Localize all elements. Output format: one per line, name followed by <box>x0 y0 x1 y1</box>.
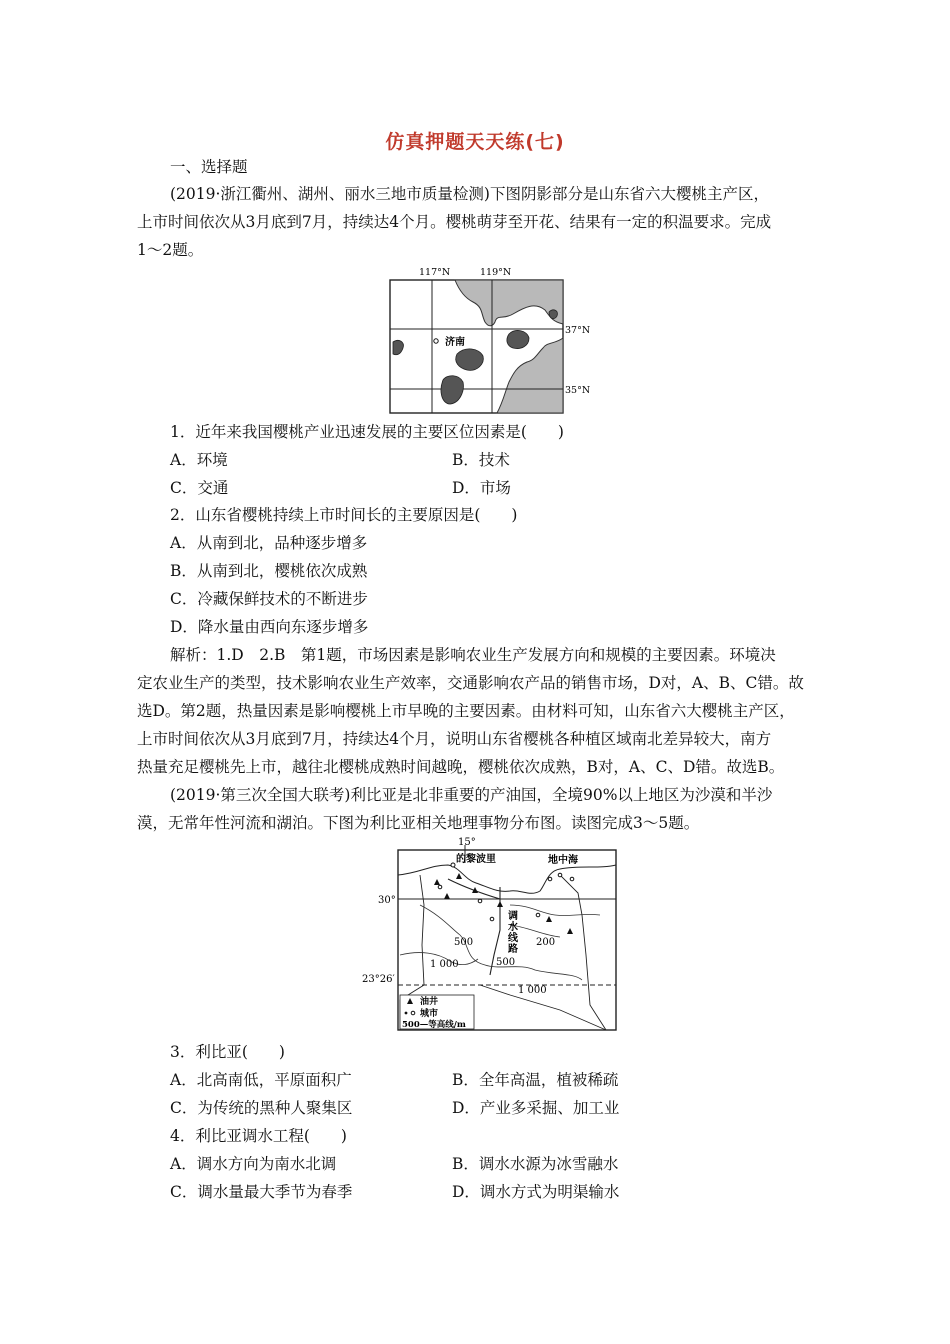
q3-stem: 3．利比亚( ) <box>170 1043 285 1061</box>
city-marker <box>438 885 442 889</box>
analysis-line-5: 热量充足樱桃先上市，越往北樱桃成熟时间越晚，樱桃依次成熟，B对，A、C、D错。故选B。 <box>137 758 785 776</box>
q3-option-a[interactable]: A．北高南低，平原面积广 <box>170 1071 352 1089</box>
legend-city-circle <box>411 1011 415 1015</box>
analysis-line-1: 解析：1.D 2.B 第1题，市场因素是影响农业生产发展方向和规模的主要因素。环境决 <box>170 646 776 664</box>
legend-contour: 500—等高线/m <box>402 1020 466 1030</box>
cherry-area-5 <box>549 310 557 319</box>
analysis-line-3: 选D。第2题，热量因素是影响樱桃上市早晚的主要因素。由材料可知，山东省六大樱桃主产区， <box>137 702 795 720</box>
city-marker <box>490 917 494 921</box>
intro2-line-1: (2019·第三次全国大联考)利比亚是北非重要的产油国，全境90%以上地区为沙漠和半沙 <box>170 786 773 804</box>
route-label-4: 路 <box>508 944 518 955</box>
lon-label-15: 15° <box>458 837 476 848</box>
city-marker <box>536 913 540 917</box>
q4-option-c[interactable]: C．调水量最大季节为春季 <box>170 1183 353 1201</box>
q3-option-d[interactable]: D．产业多采掘、加工业 <box>452 1099 620 1117</box>
intro1-line-1: (2019·浙江衢州、湖州、丽水三地市质量检测)下图阴影部分是山东省六大樱桃主产区， <box>170 185 769 203</box>
cherry-area-2 <box>456 349 484 370</box>
q2-option-c[interactable]: C．冷藏保鲜技术的不断进步 <box>170 590 368 608</box>
q4-option-d[interactable]: D．调水方式为明渠输水 <box>452 1183 620 1201</box>
lat-label-30: 30° <box>378 895 396 906</box>
q2-option-b[interactable]: B．从南到北，樱桃依次成熟 <box>170 562 368 580</box>
q4-option-a[interactable]: A．调水方向为南水北调 <box>170 1155 337 1173</box>
lat-label-37: 37°N <box>565 325 591 336</box>
legend-city-dot <box>405 1012 408 1015</box>
intro2-line-2: 漠，无常年性河流和湖泊。下图为利比亚相关地理事物分布图。读图完成3～5题。 <box>137 814 700 832</box>
q3-option-b[interactable]: B．全年高温，植被稀疏 <box>452 1071 619 1089</box>
page-title: 仿真押题天天练(七) <box>385 131 565 153</box>
jinan-city-marker <box>434 339 438 343</box>
sea-label: 地中海 <box>548 855 578 866</box>
q1-option-a[interactable]: A．环境 <box>170 451 228 469</box>
legend-oil: 油井 <box>420 997 439 1007</box>
q1-option-d[interactable]: D．市场 <box>452 479 511 497</box>
section-heading: 一、选择题 <box>170 158 248 176</box>
contour-label-500a: 500 <box>454 937 474 948</box>
q1-option-c[interactable]: C．交通 <box>170 479 229 497</box>
q2-stem: 2．山东省樱桃持续上市时间长的主要原因是( ) <box>170 506 518 524</box>
lon-label-117: 117°N <box>419 267 451 278</box>
q1-option-b[interactable]: B．技术 <box>452 451 510 469</box>
libya-map <box>360 835 630 1035</box>
legend-city: 城市 <box>420 1009 439 1019</box>
contour-label-1000a: 1 000 <box>430 959 459 970</box>
q1-stem: 1．近年来我国樱桃产业迅速发展的主要区位因素是( ) <box>170 423 564 441</box>
q4-option-b[interactable]: B．调水水源为冰雪融水 <box>452 1155 619 1173</box>
route-label-2: 水 <box>508 922 518 933</box>
contour-label-200: 200 <box>536 937 556 948</box>
route-label-3: 线 <box>508 933 518 944</box>
city-marker <box>451 863 455 867</box>
analysis-line-4: 上市时间依次从3月底到7月，持续达4个月，说明山东省樱桃各种植区域南北差异较大，南方 <box>137 730 772 748</box>
city-marker <box>570 877 574 881</box>
city-marker <box>478 899 482 903</box>
contour-label-1000b: 1 000 <box>518 985 547 996</box>
q2-option-a[interactable]: A．从南到北，品种逐步增多 <box>170 534 368 552</box>
lat-label-tropic: 23°26′ <box>362 974 395 985</box>
lat-label-35: 35°N <box>565 385 591 396</box>
city-marker <box>548 877 552 881</box>
analysis-line-2: 定农业生产的类型，技术影响农业生产效率，交通影响农产品的销售市场，D对，A、B、C错。故 <box>137 674 804 692</box>
city-marker <box>558 873 562 877</box>
city-label-jinan: 济南 <box>445 337 465 348</box>
cherry-area-4 <box>507 331 529 349</box>
route-label-1: 调 <box>508 911 518 922</box>
intro1-line-2: 上市时间依次从3月底到7月，持续达4个月。樱桃萌芽至开花、结果有一定的积温要求。完成 <box>137 213 772 231</box>
q4-stem: 4．利比亚调水工程( ) <box>170 1127 347 1145</box>
lon-label-119: 119°N <box>480 267 512 278</box>
city-label-tripoli: 的黎波里 <box>456 854 496 865</box>
shandong-map <box>385 262 600 417</box>
intro1-line-3: 1～2题。 <box>137 241 204 259</box>
contour-label-500b: 500 <box>496 957 516 968</box>
q2-option-d[interactable]: D．降水量由西向东逐步增多 <box>170 618 369 636</box>
q3-option-c[interactable]: C．为传统的黑种人聚集区 <box>170 1099 353 1117</box>
